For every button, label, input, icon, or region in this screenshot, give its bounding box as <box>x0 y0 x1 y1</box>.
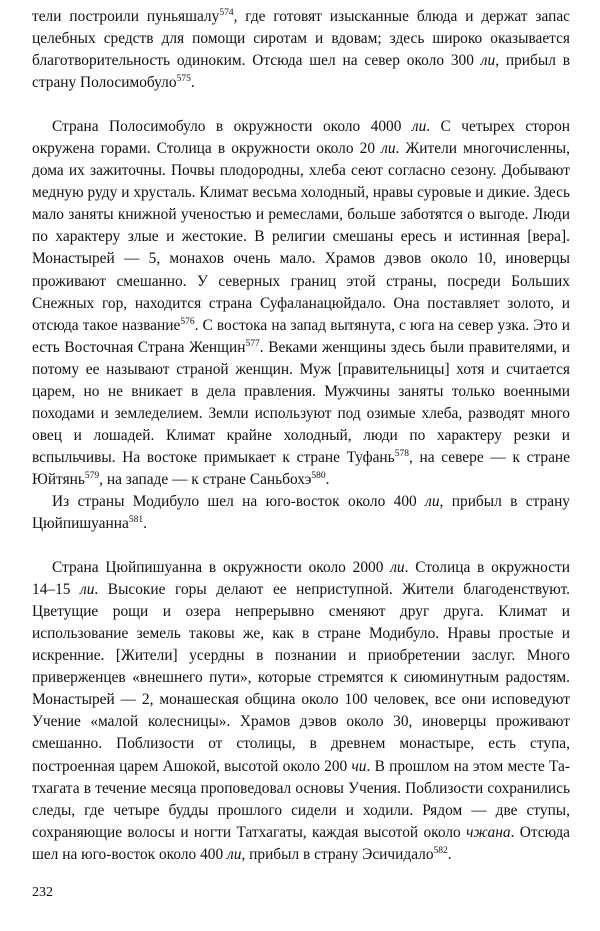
text-run: , на западе — к стране Саньбохэ <box>99 470 312 488</box>
footnote-marker: 582 <box>433 845 448 856</box>
italic-term: ли <box>480 52 496 70</box>
footnote-marker: 581 <box>128 515 144 526</box>
text-run: , прибыл в страну Эсичидало <box>241 845 434 863</box>
footnote-marker: 580 <box>311 470 326 481</box>
italic-term: чжана <box>466 823 511 841</box>
page-number: 232 <box>32 885 53 900</box>
text-run: Из страны Модибуло шел на юго-восток около 400 <box>52 492 426 510</box>
paragraph <box>32 491 570 535</box>
text-run: Страна Цюйпишуанна в окружности около 2000 <box>52 559 391 577</box>
text-run: , на севере — к стране Юйтянь <box>32 448 571 488</box>
italic-term: ли <box>227 845 242 863</box>
footnote-marker: 579 <box>84 470 100 481</box>
footnote-marker: 577 <box>245 338 260 349</box>
text-run: . В прошлом на этом месте Татхагата в течение месяца проповедовал основы Учения. Поблизости сохранились следы, где четыре будды прошлого сидели и ходили. Рядом — две ступы, сохраняющие волосы и ногти Татхагаты, каждая высотой около <box>32 757 571 841</box>
text-run: . С четырех сторон окружена горами. Столица в окружности около 20 <box>32 118 570 158</box>
text-run: . <box>190 74 195 92</box>
italic-term: ли <box>381 140 396 158</box>
paragraph-gap <box>32 94 570 116</box>
footnote-marker: 578 <box>394 448 409 459</box>
italic-term: чи <box>351 757 367 775</box>
text-run: . <box>447 845 452 863</box>
document-body <box>32 6 570 866</box>
italic-term: ли <box>425 492 440 510</box>
text-run: , где готовят изысканные блюда и держат запас целебных средств для помощи сиротам и вдовам; здесь широко оказывается благотворительность одиноким. Отсюда шел на север около 300 <box>32 8 571 70</box>
italic-term: ли <box>390 559 405 577</box>
footnote-marker: 574 <box>219 8 234 18</box>
italic-term: ли <box>411 118 427 136</box>
paragraph-gap <box>32 535 570 557</box>
text-run: . Веками женщины здесь были правителями, и потому ее называют страной женщин. Муж [правительницы] хотя и считается царем, но не вникает в дела правления. Мужчины заняты только военными походами и земледелием. Земли используют под озимые хлеба, разводят много овец и лошадей. Климат крайне холодный, люди по характеру резки и вспыльчивы. На востоке примыкает к стране Туфань <box>32 338 570 466</box>
text-run: . <box>325 470 330 488</box>
text-run: . Отсюда шел на юго-восток около 400 <box>32 823 570 863</box>
text-run: , прибыл в страну Цюйпишуанна <box>32 492 571 533</box>
text-run: . С востока на запад вытянута, с юга на север узка. Это и есть Восточная Страна Женщин <box>32 316 570 356</box>
text-run: тели построили пуньяшалу <box>32 8 220 25</box>
paragraph <box>32 6 570 94</box>
text-run: . Столица в окружности 14–15 <box>32 559 570 599</box>
paragraph <box>32 116 570 491</box>
footnote-marker: 575 <box>176 74 191 85</box>
text-run: . Жители многочисленны, дома их зажиточны. Почвы плодородны, хлеба сеют согласно сезону. Добывают медную руду и хрусталь. Климат весьма холодный, нравы суровые и дикие. Здесь мало заняты книжной ученостью и ремеслами, больше заботятся о выгоде. Люди по характеру злые и жестокие. В религии смешаны ересь и истинная [вера]. Монастырей — 5, монахов очень мало. Храмов дэвов около 10, иноверцы проживают смешанно. У северных границ этой страны, посреди Больших Снежных гор, находится страна Суфаланацюйдало. Она поставляет золото, и отсюда такое название <box>32 140 570 334</box>
paragraph <box>32 557 570 866</box>
text-run: , прибыл в страну Полосимобуло <box>32 52 570 92</box>
footnote-marker: 576 <box>180 316 195 327</box>
italic-term: ли <box>80 581 95 599</box>
text-run: . Высокие горы делают ее неприступной. Жители благоденствуют. Цветущие рощи и озера непрерывно сменяют друг друга. Климат и использование земель таковы же, как в стране Модибуло. Нравы простые и искренние. [Жители] усердны в познании и приобретении заслуг. Много приверженцев «внешнего пути», которые стремятся к сиюминутным радостям. Монастырей — 2, монашеская община около 100 человек, все они исповедуют Учение «малой колесницы». Храмов дэвов около 30, иноверцы проживают смешанно. Поблизости от столицы, в древнем монастыре, есть ступа, построенная царем Ашокой, высотой около 200 <box>32 581 570 775</box>
text-run: Страна Полосимобуло в окружности около 4000 <box>52 118 412 136</box>
text-run: . <box>143 515 147 533</box>
